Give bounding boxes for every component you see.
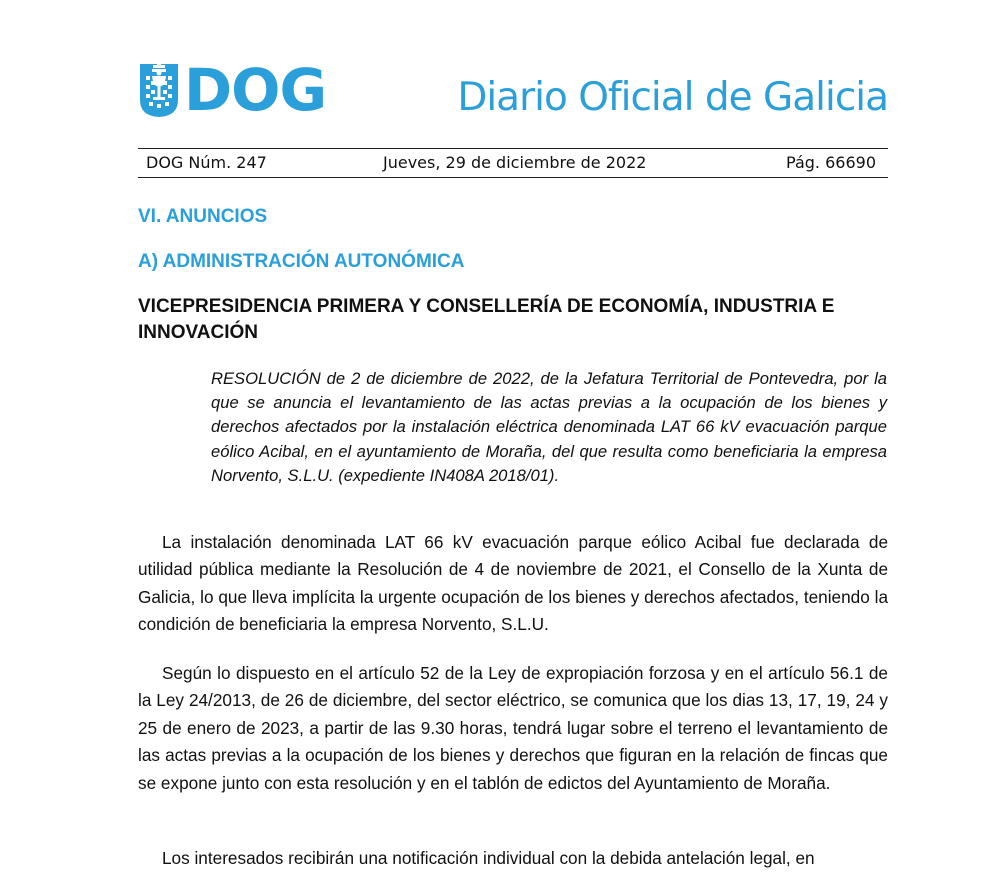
body-paragraph: Los interesados recibirán una notificación individual con la debida antelación legal, en <box>162 848 815 868</box>
resolution-summary: RESOLUCIÓN de 2 de diciembre de 2022, de la Jefatura Territorial de Pontevedra, por la que se anuncia el levantamiento de las actas previas a la ocupación de los bienes y derechos afectados por la instalación eléctrica denominada LAT 66 kV evacuación parque eólico Acibal, en el ayuntamiento de Moraña, del que resulta como beneficiaria la empresa Norvento, S.L.U. (expediente IN408A 2018/01). <box>211 369 887 485</box>
department-heading: VICEPRESIDENCIA PRIMERA Y CONSELLERÍA DE ECONOMÍA, INDUSTRIA E INNOVACIÓN <box>138 296 835 343</box>
issue-number: DOG Núm. 247 <box>146 153 267 172</box>
body-paragraph: Según lo dispuesto en el artículo 52 de la Ley de expropiación forzosa y en el artículo 56.1 de la Ley 24/2013, de 26 de diciembre, del sector eléctrico, se comunica que los dias 13, 17, 19, 24 y 25 de enero de 2023, a partir de las 9.30 horas, tendrá lugar sobre el terreno el levantamiento de las actas previas a la ocupación de los bienes y derechos que figuran en la relación de fincas que se expone junto con esta resolución y en el tablón de edictos del Ayuntamiento de Moraña. <box>138 663 888 793</box>
body-paragraph: La instalación denominada LAT 66 kV evacuación parque eólico Acibal fue declarada de utilidad pública mediante la Resolución de 4 de noviembre de 2021, el Consello de la Xunta de Galicia, lo que lleva implícita la urgente ocupación de los bienes y derechos afectados, teniendo la condición de beneficiaria la empresa Norvento, S.L.U. <box>138 532 888 635</box>
subsection-heading: A) ADMINISTRACIÓN AUTONÓMICA <box>138 251 465 272</box>
galicia-coat-of-arms-icon <box>138 62 180 118</box>
page-header <box>138 56 888 124</box>
dog-logo <box>138 56 327 124</box>
logo-text: DOG <box>184 56 327 124</box>
issue-info-bar <box>138 148 888 178</box>
page-number: Pág. 66690 <box>786 153 876 172</box>
section-heading: VI. ANUNCIOS <box>138 206 268 227</box>
masthead-title: Diario Oficial de Galicia <box>457 75 888 120</box>
issue-date: Jueves, 29 de diciembre de 2022 <box>383 153 647 172</box>
